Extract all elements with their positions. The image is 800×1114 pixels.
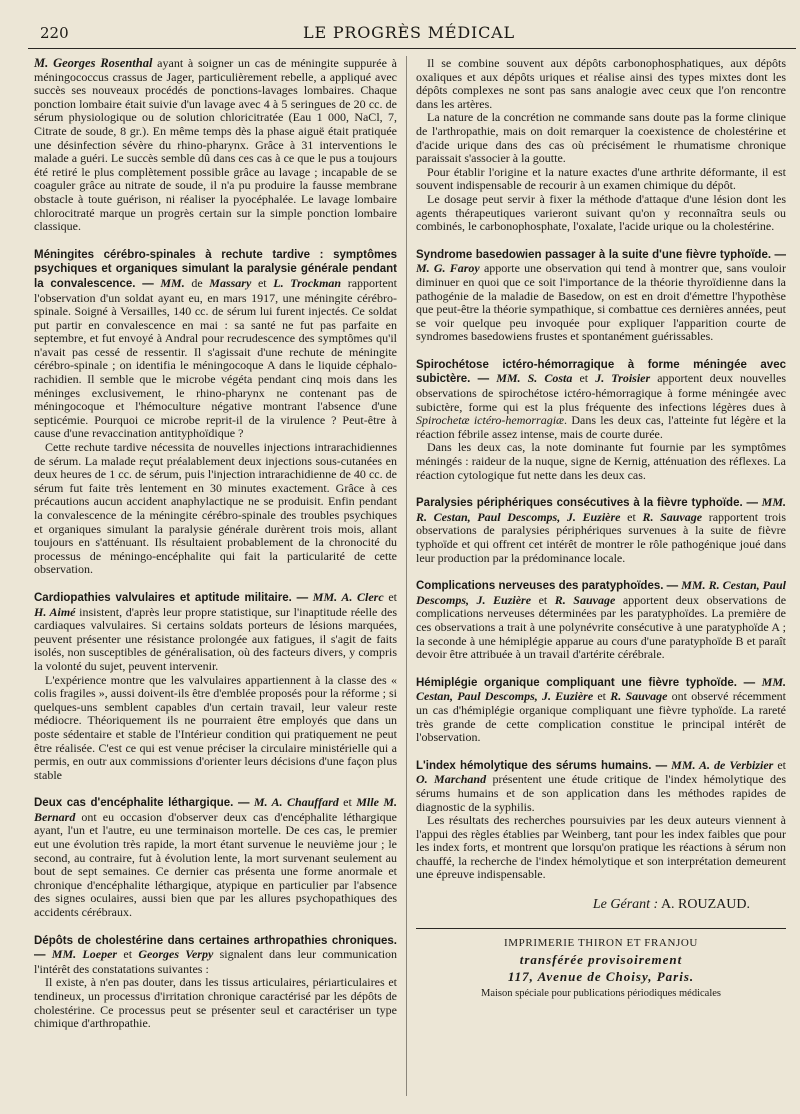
paragraph-text: rapportent trois observations de paralysies périphériques survenues à la suite de fièvre typhoïde et qui offrent cet intérêt de montrer le rôle pathogénique joué dans leur production par la prédominance locale.: [416, 509, 787, 565]
column-divider: [406, 56, 407, 1096]
article-cholesterine: [34, 934, 397, 1031]
paragraph: [416, 248, 786, 344]
gerant-label: Le Gérant :: [592, 897, 659, 913]
conjunction: et: [579, 371, 589, 386]
conjunction: et: [388, 589, 397, 604]
paragraph-text: signalent dans leur communication l'intérêt des constatations suivantes :: [34, 947, 398, 976]
article-author: H. Aimé: [34, 604, 76, 619]
article-paralysies: [416, 496, 786, 565]
article-title: Méningites cérébro-spinales à rechute tardive : symptômes psychiques et organiques simulant la paralysie générale pendant la convalescence. —: [34, 248, 397, 290]
printer-name: IMPRIMERIE THIRON ET FRANJOU: [504, 936, 698, 949]
paragraph-text: apporte une observation qui tend à montrer que, sans vouloir diminuer en quoi que ce soit l'importance de la théorie thyroïdienne dans la pathogénie de la maladie de Basedow, on est en droit d'émettre l'hypothèse que peut-être la théorie sympathique, si combattue ces dernières années, peut se voir quelque peu invoquée pour expliquer l'apparition courte de syndromes basedowiens frustes et spontanément guérissables.: [416, 261, 786, 344]
article-cholesterine-continued: [416, 57, 786, 234]
left-column: [34, 57, 397, 1045]
article-basedowien: [416, 248, 786, 344]
article-title: Syndrome basedowien passager à la suite d'une fièvre typhoïde. —: [416, 248, 786, 261]
paragraph: [416, 496, 786, 565]
paragraph: Il existe, à n'en pas douter, dans les tissus articulaires, périarticulaires et tendineux, un processus d'irritation chronique caractérisé par les dépôts de cholestérine. Ce processus peut se présenter seul et caractériser un type chimique d'arthropathie.: [34, 975, 397, 1031]
paragraph: Le dosage peut servir à fixer la méthode d'attaque d'une lésion dont les agents thérapeutiques varieront suivant qu'on y reconnaîtra seuls ou combinés, le carbonophosphate, l'oxalate, l'acide urique ou la cholestérine.: [416, 191, 786, 234]
imprint-rule: [416, 928, 786, 929]
article-title: Complications nerveuses des paratyphoïdes. —: [416, 580, 679, 593]
article-author: Mlle M. Bernard: [34, 795, 398, 824]
paragraph: [34, 796, 397, 919]
page-header: [30, 22, 788, 46]
article-author: M. A. Chauffard: [253, 795, 339, 810]
article-author-prefix: MM.: [160, 275, 185, 290]
article-author: L. Trockman: [273, 275, 342, 290]
article-author: R. Sauvage: [554, 592, 616, 607]
printer-specialty: Maison spéciale pour publications périodiques médicales: [481, 988, 721, 1000]
conjunction: et: [597, 689, 607, 704]
species-name: Spirochetæ ictéro-hemorragiæ: [416, 413, 565, 428]
article-title: Spirochétose ictéro-hémorragique à forme méningée avec subictère. —: [416, 358, 786, 386]
paragraph: [34, 248, 397, 441]
paragraph-text: présentent une étude critique de l'index hémolytique des sérums humains et de son application dans les méthodes rapides de diagnostic de la syphilis.: [416, 772, 786, 814]
gerant-signature: [416, 898, 786, 912]
article-author-particle: de: [191, 275, 203, 290]
conjunction: et: [538, 592, 548, 607]
article-author: MM. R. Cestan, Paul Descomps, J. Euzière: [416, 495, 787, 524]
paragraph-text: ont observé récemment un cas d'hémiplégie organique compliquant une fièvre typhoïde. La rareté très grande de cette complication constitue le principal intérêt de l'observation.: [416, 689, 787, 745]
article-meningites: [34, 248, 397, 577]
conjunction: et: [343, 795, 352, 810]
article-index-hemolytique: [416, 759, 786, 882]
paragraph-text: . Dans les deux cas, l'atteinte fut légère et la réaction fébrile assez intense, mais de courte durée.: [416, 413, 786, 441]
paragraph-text: ont eu occasion d'observer deux cas d'encéphalite léthargique ayant, l'un et l'autre, eu une terminaison mortelle. De ces cas, le premier eut une évolution très rapide, la mort étant survenue le neuvième jour ; le second, au contraire, fut à évolution lente, la mort survenant seulement au bout de sept semaines. Ce dernier cas présenta une forme anormale et chronique d'encéphalite léthargique, atypique en particulier par l'absence des signes oculaires, aussi bien que par les allures psychopathiques des accidents cérébraux.: [34, 809, 397, 920]
article-author: M. G. Faroy: [416, 261, 480, 276]
article-author: R. Sauvage: [642, 509, 703, 524]
article-author: MM. R. Cestan, Paul Descomps, J. Euzière: [416, 578, 787, 607]
paragraph-text: ayant à soigner un cas de méningite suppurée à méningococcus crassus de Jager, particulièrement rebelle, a appliqué avec succès ses nouveaux procédés de ponctions-lavages lombaires. Chaque ponction lombaire était suivie d'un lavage avec 4 à 5 seringues de 20 cc. de sérum physiologique ou de solution chloricitratée (Eau 1 000, NaCl, 7, Citrate de soude, 8 gr.). En même temps dès la phase aiguë était pratiquée une désinfection sévère du rhino-pharynx. Grâce à 31 interventions le malade a guéri. Le succès semble dû dans ces cas à ce que le pus a toujours été retiré le plus complètement possible grâce au lavage ; incapable de se coaguler grâce au nitrate de soude, il n'a pu produire la fausse membrane obstacle à toute guérison, ni réaliser la pyocéphalée. Le lavage lombaire chlorocitraté marque un progrès certain sur la simple ponction lombaire classique.: [34, 56, 398, 234]
paragraph: [34, 934, 397, 977]
journal-title: LE PROGRÈS MÉDICAL: [303, 23, 515, 42]
paragraph: [416, 759, 786, 814]
paragraph: [416, 579, 786, 662]
article-author: MM. A. de Verbizier: [671, 757, 774, 772]
article-rosenthal: [34, 57, 397, 234]
paragraph-text: apportent deux nouvelles observations de spirochétose ictéro-hémorragique à forme méningée avec subictère, forme qui est la plus fréquente des infections légères dues à: [416, 371, 787, 414]
article-encephalite: [34, 796, 397, 919]
conjunction: et: [627, 509, 636, 524]
right-column: [416, 57, 786, 1001]
paragraph: [416, 358, 786, 442]
article-author: O. Marchand: [416, 772, 487, 787]
article-title: Cardiopathies valvulaires et aptitude militaire. —: [34, 591, 309, 604]
article-author: R. Sauvage: [610, 689, 668, 704]
page-number: 220: [40, 24, 69, 42]
header-rule: [28, 48, 796, 49]
article-title: L'index hémolytique des sérums humains. —: [416, 759, 668, 772]
article-author: Massary: [209, 275, 252, 290]
article-author: MM. Loeper: [51, 947, 118, 962]
gerant-name: A. ROUZAUD.: [660, 897, 750, 913]
article-author: MM. Cestan, Paul Descomps, J. Euzière: [416, 674, 786, 704]
article-title: Paralysies périphériques consécutives à la fièvre typhoïde. —: [416, 497, 759, 510]
article-hemiplegie: [416, 676, 786, 745]
paragraph-text: insistent, d'après leur propre statistique, sur l'inaptitude réelle des cardiaques valvulaires. Si certains soldats porteurs de lésions marquées, peuvent présenter une résistance prolongée aux fatigues, il s'agit de faits isolés, non susceptibles de généralisation, où des facteurs divers, y compris la volonté du sujet, peuvent intervenir.: [34, 604, 397, 673]
conjunction: et: [123, 947, 133, 962]
article-title: Dépôts de cholestérine dans certaines arthropathies chroniques. —: [34, 934, 397, 962]
paragraph-text: rapportent l'observation d'un soldat ayant eu, en mars 1917, une méningite cérébro-spinale. Soigné à Versailles, 140 cc. de sérum lui furent injectés. Ce soldat put partir en convalescence en mai : sa santé ne fut pas parfaite en septembre, et fut envoyé à Andral pour recrudescence des symptômes qu'il n'avait pas cessé de ressentir. Il s'agissait d'une rechute de méningite cérébro-spinale ; on identifia le méningocoque A dans le liquide céphalo-rachidien. Il semble que le microbe végéta pendant cinq mois dans les méninges exclusivement, le rhino-pharynx ne contenant pas de méningocoque et l'hémoculture négative montrant l'absence d'une septicémie. Pourquoi ce microbe reprit-il de la virulence ? Peut-être à cause d'une revaccination antityphoïdique ?: [34, 275, 398, 441]
article-author: MM. A. Clerc: [312, 589, 384, 604]
paragraph: Pour établir l'origine et la nature exactes d'une arthrite déformante, il est souvent indispensable de recourir à un examen chimique du dépôt.: [416, 164, 786, 193]
printer-status: transférée provisoirement: [519, 952, 683, 968]
article-cardiopathies: [34, 591, 397, 782]
article-author: J. Troisier: [595, 371, 651, 386]
article-title: Hémiplégie organique compliquant une fièvre typhoïde. —: [416, 676, 756, 689]
article-title: Deux cas d'encéphalite léthargique. —: [34, 797, 250, 810]
conjunction: et: [777, 757, 787, 772]
printer-imprint: [416, 937, 786, 1001]
printer-address: 117, Avenue de Choisy, Paris.: [507, 968, 695, 984]
paragraph: [34, 57, 397, 234]
article-author: Georges Verpy: [138, 947, 214, 962]
paragraph: [416, 676, 786, 745]
article-spirochetose: [416, 358, 786, 482]
paragraph: La nature de la concrétion ne commande sans doute pas la forme clinique de l'arthropathie, mais on doit remarquer la coexistence de cholestérine et d'acide urique dans des cas où précisément le rhumatisme chronique paraissait s'associer à la goutte.: [416, 110, 786, 166]
article-paratyphoides: [416, 579, 786, 662]
article-author: M. Georges Rosenthal: [34, 56, 153, 70]
article-author: MM. S. Costa: [496, 371, 573, 386]
paragraph: L'expérience montre que les valvulaires appartiennent à la classe des « colis fragiles », aussi doivent-ils être d'emblée proposés pour la réforme ; si quelques-uns semblent capables d'un certain travail, leur valeur reste médiocre. Théoriquement ils ne pourraient être employés que dans un poste sédentaire et stable de l'Intérieur condition qui pratiquement ne peut être réalisée. C'est ce qui est venue préciser la circulaire ministérielle qui a permis, en outr aux commissions d'orienter leurs décisions d'une façon plus stable: [34, 672, 397, 782]
paragraph-text: apportent deux observations de complications nerveuses déterminées par les paratyphoïdes. La première de ces observations a trait à une polynévrite consécutive à une paratyphoïde A ; la seconde à une hémiplégie apparue au cours d'une paratyphoïde B et paraît devoir être attribuée à un travail d'artérite cérébrale.: [416, 592, 787, 662]
paragraph: Il se combine souvent aux dépôts carbonophosphatiques, aux dépôts oxaliques et aux dépôts uriques et réalise ainsi des types mixtes dont les dépôts complexes ne sont pas sans analogie avec ceux que l'on rencontre dans les artères.: [416, 56, 786, 111]
paragraph: [34, 591, 397, 674]
paragraph: Cette rechute tardive nécessita de nouvelles injections intrarachidiennes de sérum. La malade reçut préalablement deux injections sous-cutanées en deux heures de 1 cc. de sérum, puis l'injection intrarachidienne de 40 cc. de sérum fut faite très lentement en 30 minutes exactement. Grâce à ces précautions aucun accident anaphylactique ne se produisit. Enfin pendant la convalescence de la méningite cérébro-spinale des troubles psychiques et organiques simulant la paralysie générale durèrent trois mois, allant toujours en s'atténuant. Ils résultaient probablement de la chronocité du processus de méningo-encéphalite qui fait la particularité de cette observation.: [34, 440, 397, 577]
paragraph: Dans les deux cas, la note dominante fut fournie par les symptômes méningés : raideur de la nuque, signe de Kernig, atténuation des réflexes. La réaction cytologique fut nette dans les deux cas.: [416, 440, 786, 482]
conjunction: et: [257, 275, 267, 290]
paragraph: Les résultats des recherches poursuivies par les deux auteurs viennent à l'appui des règles établies par Weinberg, tant pour les index faibles que pour les index forts, et montrent que lorsqu'on pratique les réactions à sérum non chauffé, la recherche de l'index hémolytique et son interprétation demeurent une épreuve indispensable.: [416, 813, 786, 882]
